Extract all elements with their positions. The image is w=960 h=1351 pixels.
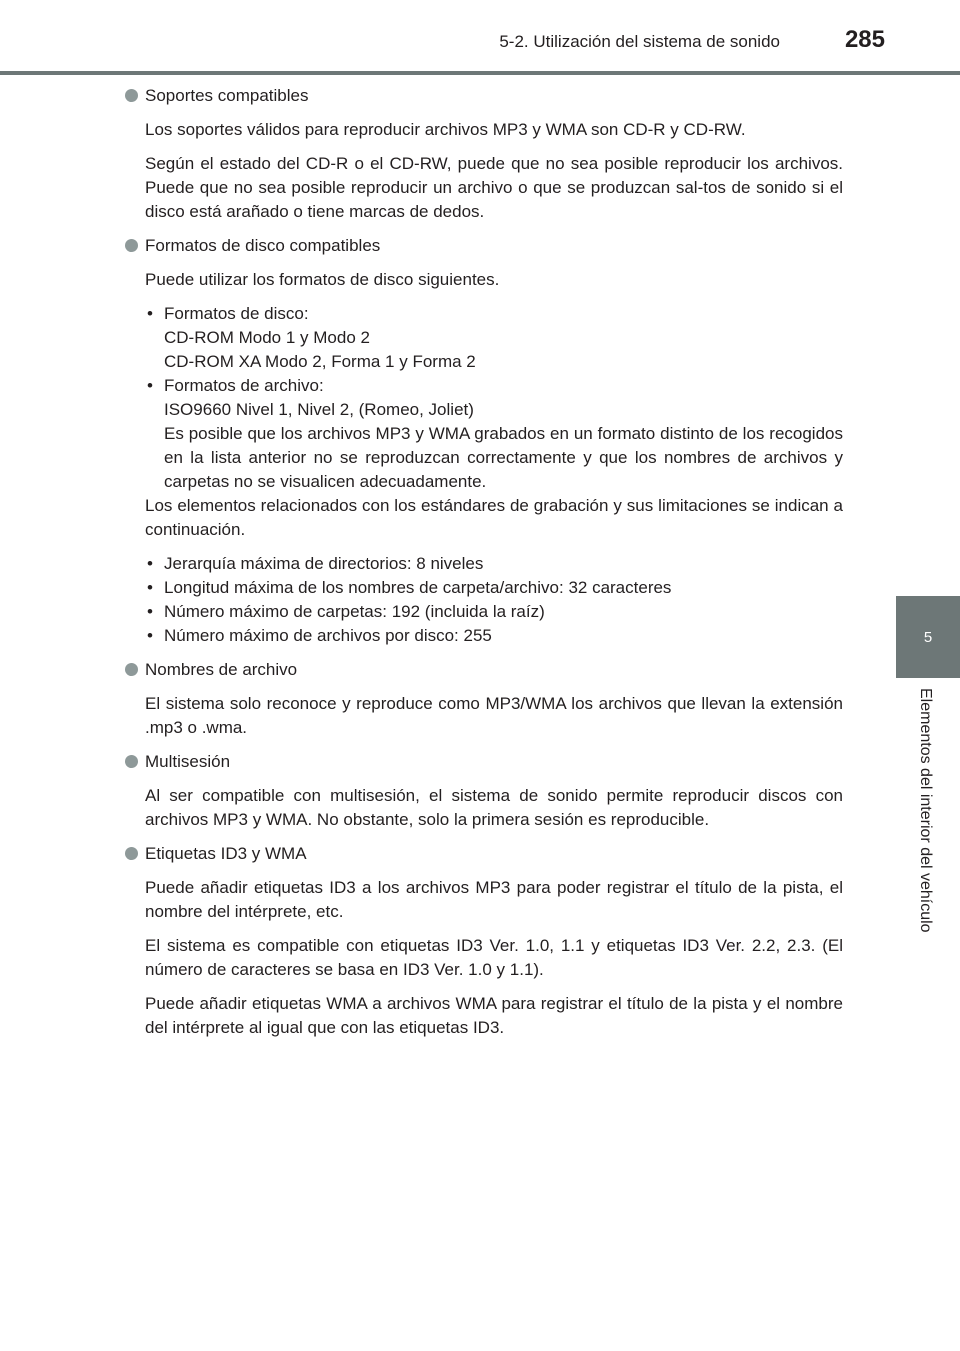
section-id3-wma-tags xyxy=(123,842,843,1040)
list-item: • Longitud máxima de los nombres de carpeta/archivo: 32 caracteres xyxy=(145,576,843,600)
heading-text: Nombres de archivo xyxy=(145,660,298,679)
paragraph: Puede utilizar los formatos de disco siguientes. xyxy=(145,270,500,289)
round-bullet-icon xyxy=(125,847,138,860)
list-item-note: Es posible que los archivos MP3 y WMA grabados en un formato distinto de los recogidos en la lista anterior no se reproduzcan correctamente y que los nombres de archivos y carpetas no se visualicen adecuadamente. xyxy=(164,424,843,491)
section-heading xyxy=(123,842,843,866)
list-item-label: • Formatos de archivo: xyxy=(164,376,324,395)
paragraph: Puede añadir etiquetas WMA a archivos WMA para registrar el título de la pista y el nombre del intérprete al igual que con las etiquetas ID3. xyxy=(145,994,843,1037)
chapter-tab-title: Elementos del interior del vehículo xyxy=(917,688,934,933)
section-heading xyxy=(123,84,843,108)
list-item: • Número máximo de carpetas: 192 (incluida la raíz) xyxy=(145,600,843,624)
running-header-section-title: 5-2. Utilización del sistema de sonido xyxy=(499,32,780,51)
round-bullet-icon xyxy=(125,89,138,102)
header-divider xyxy=(0,71,960,75)
paragraph: El sistema solo reconoce y reproduce como MP3/WMA los archivos que llevan la extensión .mp3 o .wma. xyxy=(145,694,843,737)
section-multisession xyxy=(123,750,843,832)
paragraph: El sistema es compatible con etiquetas ID3 Ver. 1.0, 1.1 y etiquetas ID3 Ver. 2.2, 2.3. (El número de caracteres se basa en ID3 Ver. 1.0 y 1.1). xyxy=(145,936,843,979)
round-bullet-icon xyxy=(125,239,138,252)
round-bullet-icon xyxy=(125,755,138,768)
list-item-detail: CD-ROM XA Modo 2, Forma 1 y Forma 2 xyxy=(164,352,476,371)
list-item-detail: ISO9660 Nivel 1, Nivel 2, (Romeo, Joliet) xyxy=(164,400,474,419)
list-item-label: • Formatos de disco: xyxy=(164,304,309,323)
section-heading xyxy=(123,234,843,258)
heading-text: Formatos de disco compatibles xyxy=(145,236,381,255)
list-item xyxy=(145,374,843,494)
list-item: • Número máximo de archivos por disco: 255 xyxy=(145,624,843,648)
paragraph: Los elementos relacionados con los estándares de grabación y sus limitaciones se indican a continuación. xyxy=(145,496,843,539)
paragraph: Al ser compatible con multisesión, el sistema de sonido permite reproducir discos con archivos MP3 y WMA. No obstante, solo la primera sesión es reproducible. xyxy=(145,786,843,829)
chapter-tab xyxy=(896,678,960,1303)
page-content xyxy=(123,84,843,1050)
section-heading xyxy=(123,658,843,682)
limits-list xyxy=(123,552,843,648)
list-item xyxy=(145,302,843,374)
heading-text: Multisesión xyxy=(145,752,231,771)
paragraph: Los soportes válidos para reproducir archivos MP3 y WMA son CD-R y CD-RW. xyxy=(145,120,746,139)
page-number: 285 xyxy=(844,26,885,53)
round-bullet-icon xyxy=(125,663,138,676)
list-item-detail: CD-ROM Modo 1 y Modo 2 xyxy=(164,328,370,347)
format-list xyxy=(123,302,843,494)
section-disc-formats xyxy=(123,234,843,648)
section-heading xyxy=(123,750,843,774)
section-file-names xyxy=(123,658,843,740)
chapter-tab-number: 5 xyxy=(896,596,960,678)
paragraph: Según el estado del CD-R o el CD-RW, puede que no sea posible reproducir los archivos. Puede que no sea posible reproducir un archivo o que se produzcan sal-tos de sonido si el disco está arañado o tiene marcas de dedos. xyxy=(145,154,843,221)
section-supported-media xyxy=(123,84,843,224)
heading-text: Etiquetas ID3 y WMA xyxy=(145,844,307,863)
list-item: • Jerarquía máxima de directorios: 8 niveles xyxy=(145,552,843,576)
heading-text: Soportes compatibles xyxy=(145,86,309,105)
paragraph: Puede añadir etiquetas ID3 a los archivos MP3 para poder registrar el título de la pista, el nombre del intérprete, etc. xyxy=(145,878,843,921)
